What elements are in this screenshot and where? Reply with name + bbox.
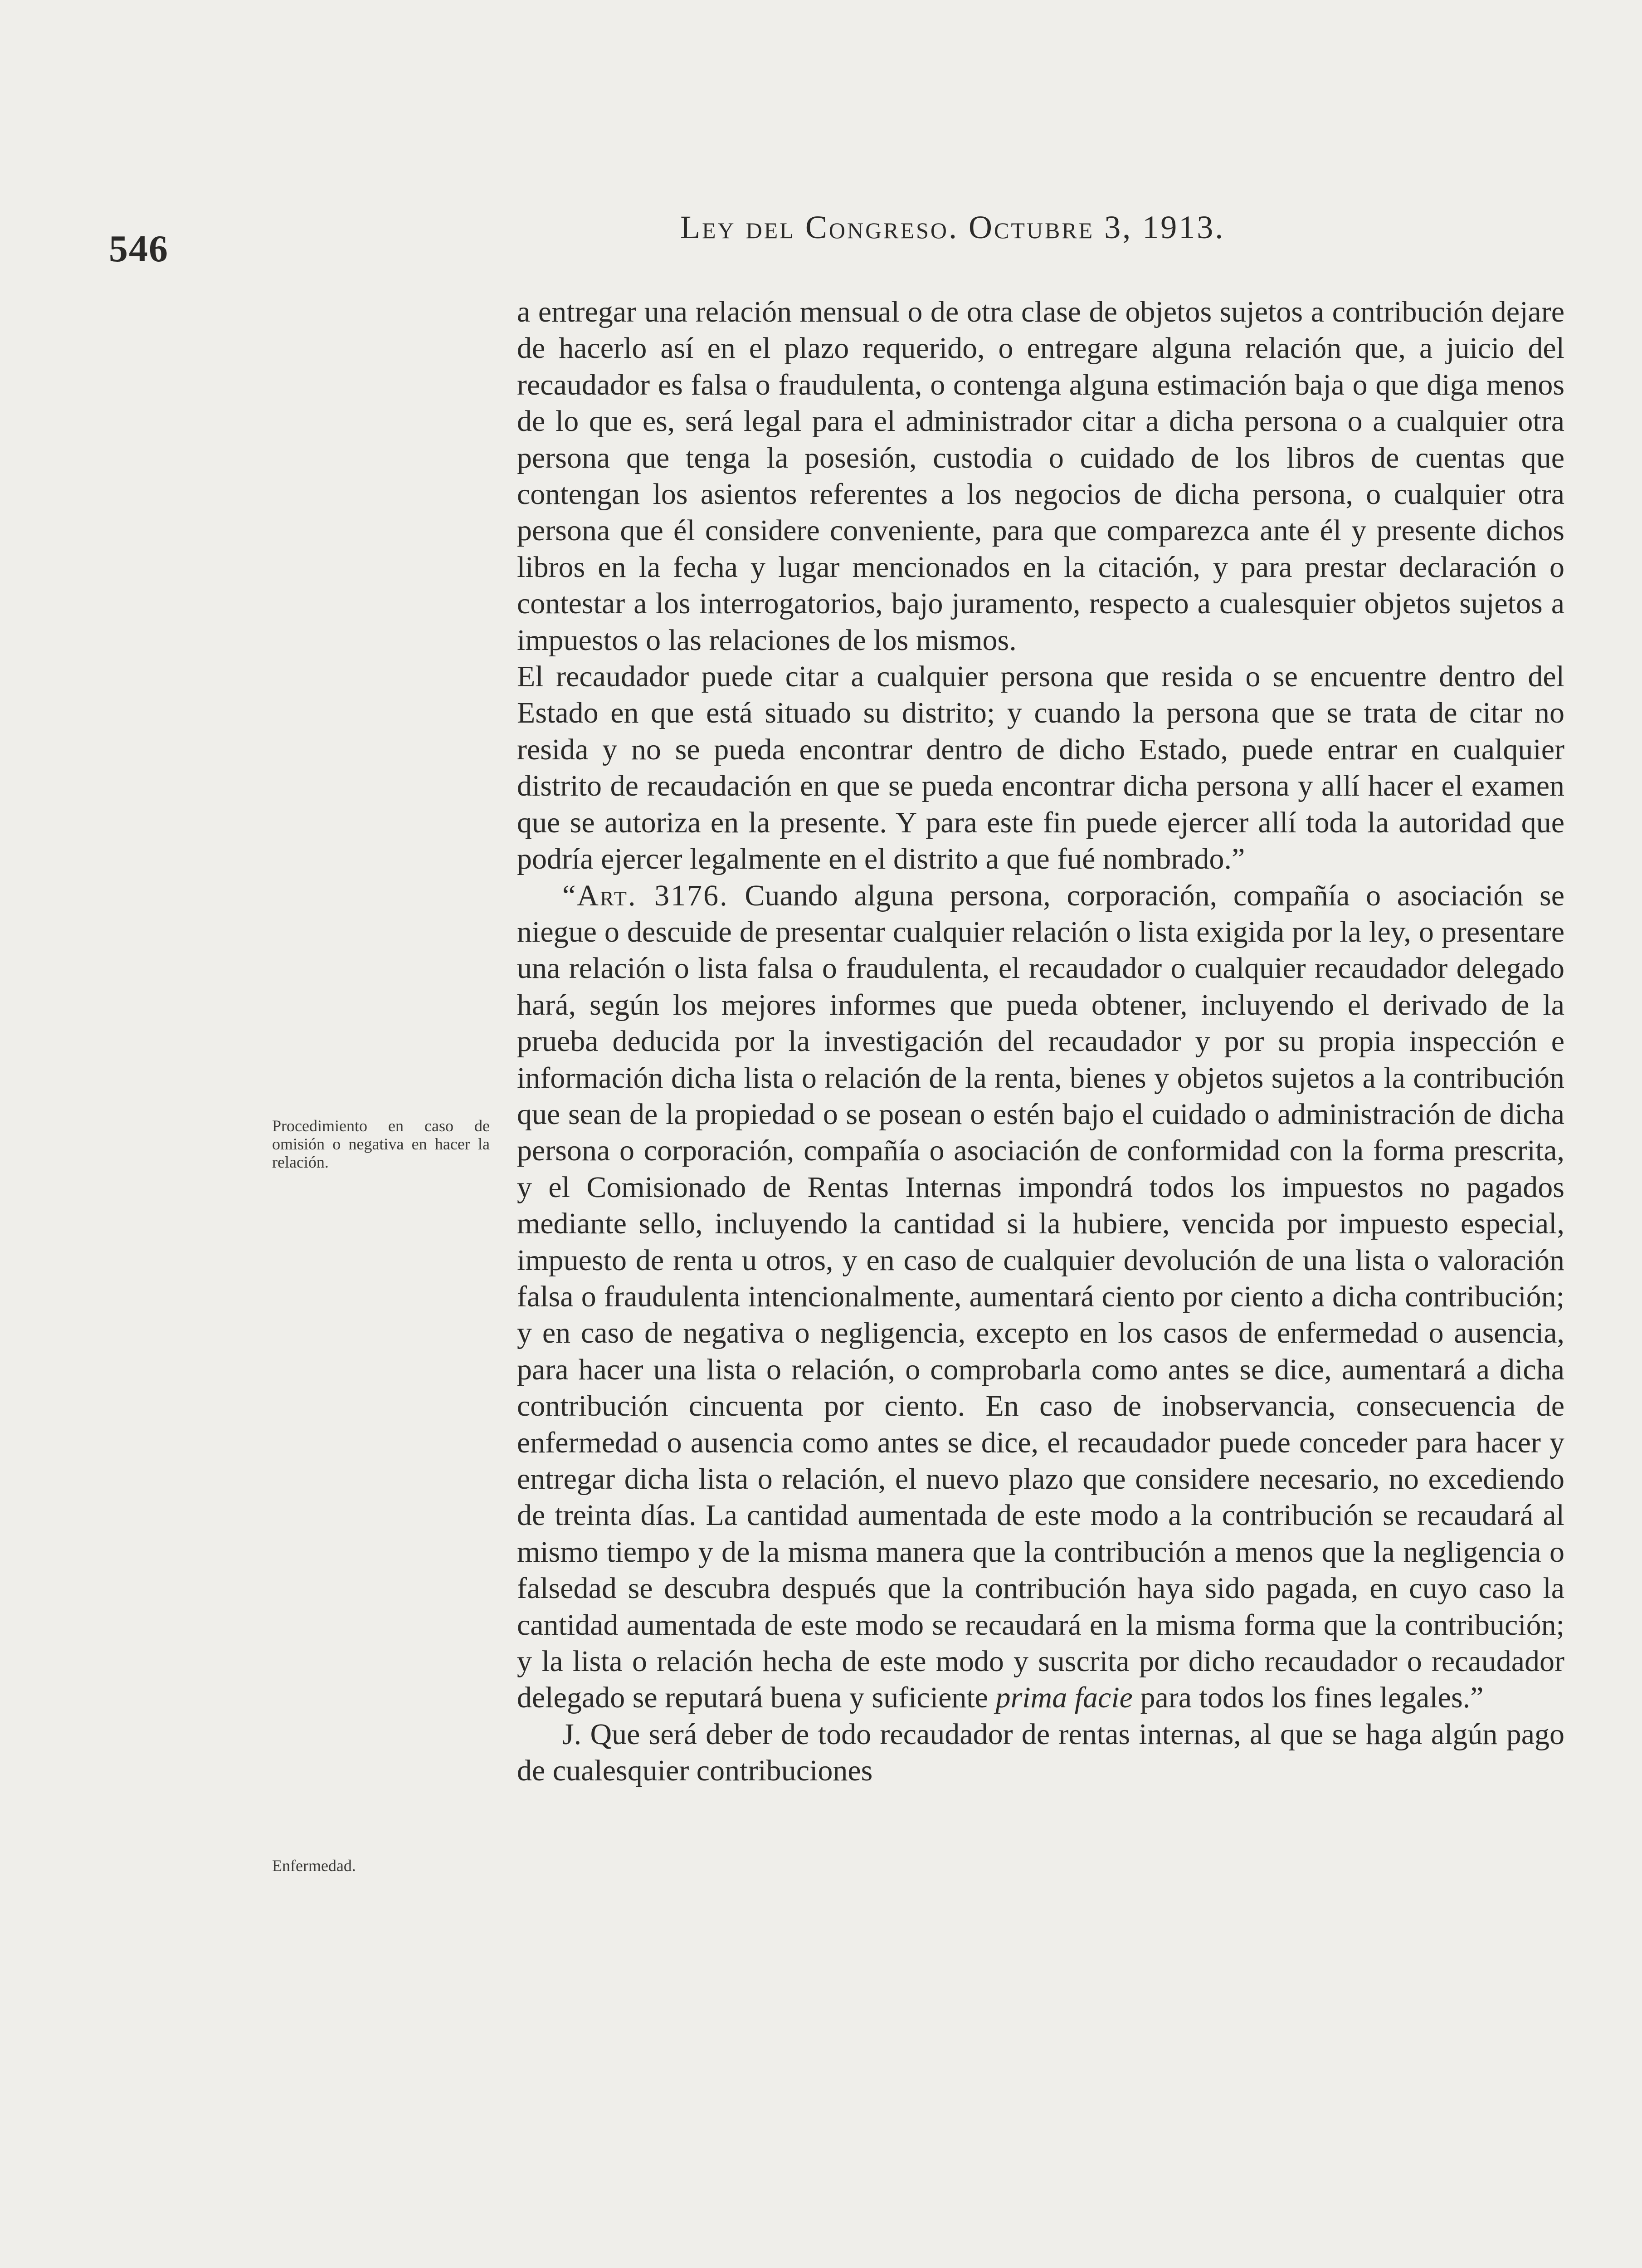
article-label: “Art. 3176. <box>562 879 729 912</box>
page-number: 546 <box>109 228 169 270</box>
body-text <box>517 294 1564 1789</box>
page-header <box>0 200 1642 270</box>
margin-note-procedimiento: Procedimiento en caso de omisión o negativa en hacer la relación. <box>272 1117 490 1171</box>
latin-phrase: prima facie <box>995 1681 1133 1715</box>
paragraph-article-3176 <box>517 878 1564 1716</box>
running-head: Ley del Congreso. Octubre 3, 1913. <box>680 209 1225 245</box>
article-text-end: para todos los fines legales.” <box>1140 1681 1484 1715</box>
article-text: Cuando alguna persona, corporación, compañía o asociación se niegue o descuide de presentar cualquier relación o lista exigida por la ley, o presentare una relación o lista falsa o fraudulenta, el recaudador o cualquier recaudador delegado hará, según los mejores informes que pueda obtener, incluyendo el derivado de la prueba deducida por la investigación del recaudador y por su propia inspección e información dicha lista o relación de la renta, bienes y objetos sujetos a la contribución que sean de la propiedad o se posean o estén bajo el cuidado o administración de dicha persona o corporación, compañía o asociación de conformidad con la forma prescrita, y el Comisionado de Rentas Internas impondrá todos los impuestos no pagados mediante sello, incluyendo la cantidad si la hubiere, vencida por impuesto especial, impuesto de renta u otros, y en caso de cualquier devolución de una lista o valoración falsa o fraudulenta intencionalmente, aumentará ciento por ciento a dicha contribución; y en caso de negativa o negligencia, excepto en los casos de enfermedad o ausencia, para hacer una lista o relación, o comprobarla como antes se dice, aumentará a dicha contribución cincuenta por ciento. En caso de inobservancia, consecuencia de enfermedad o ausencia como antes se dice, el recaudador puede conceder para hacer y entregar dicha lista o relación, el nuevo plazo que considere necesario, no excediendo de treinta días. La cantidad aumentada de este modo a la contribución se recaudará al mismo tiempo y de la misma manera que la contribución a menos que la negligencia o falsedad se descubra después que la contribución haya sido pagada, en cuyo caso la cantidad aumentada de este modo se recaudará en la misma forma que la contribución; y la lista o relación hecha de este modo y suscrita por dicho recaudador o recaudador delegado se reputará buena y suficiente <box>517 879 1564 1715</box>
paragraph-recaudador: El recaudador puede citar a cualquier persona que resida o se encuentre dentro del Estado en que está situado su distrito; y cuando la persona que se trata de citar no resida y no se pueda encontrar dentro de dicho Estado, puede entrar en cualquier distrito de recaudación en que se pueda encontrar dicha persona y allí hacer el examen que se autoriza en la presente. Y para este fin puede ejercer allí toda la autoridad que podría ejercer legalmente en el distrito a que fué nombrado.” <box>517 660 1564 876</box>
paragraph-j: J. Que será deber de todo recaudador de rentas internas, al que se haga algún pago de cualesquier contribuciones <box>517 1717 1564 1788</box>
margin-note-enfermedad: Enfermedad. <box>272 1857 356 1875</box>
paragraph-continuation: a entregar una relación mensual o de otra clase de objetos sujetos a contribución dejare de hacerlo así en el plazo requerido, o entregare alguna relación que, a juicio del recaudador es falsa o fraudulenta, o contenga alguna estimación baja o que diga menos de lo que es, será legal para el administrador citar a dicha persona o a cualquier otra persona que tenga la posesión, custodia o cuidado de los libros de cuentas que contengan los asientos referentes a los negocios de dicha persona, o cualquier otra persona que él considere conveniente, para que comparezca ante él y presente dichos libros en la fecha y lugar mencionados en la citación, y para prestar declaración o contestar a los interrogatorios, bajo juramento, respecto a cualesquier objetos sujetos a impuestos o las relaciones de los mismos. <box>517 295 1564 657</box>
